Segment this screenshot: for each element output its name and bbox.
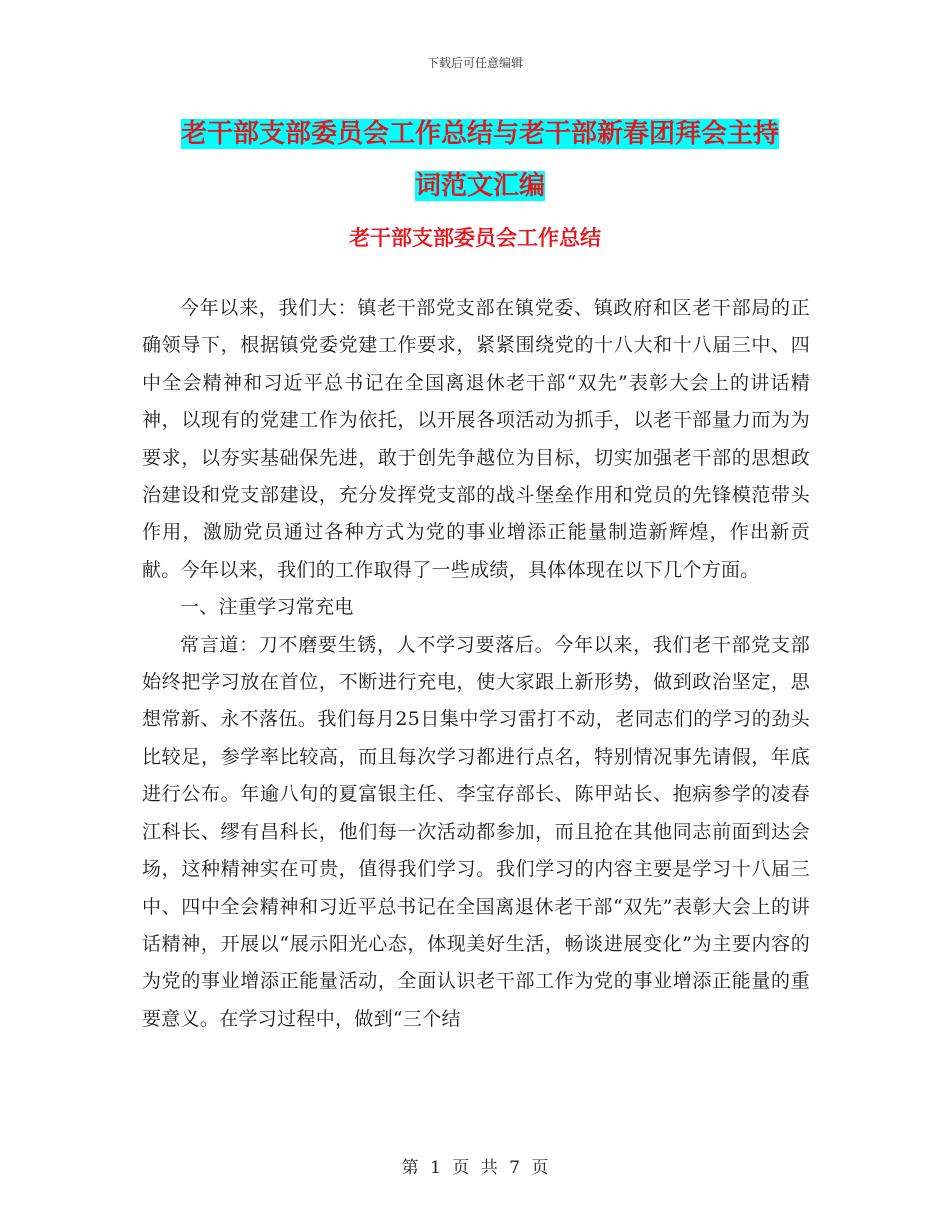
document-body [142, 290, 810, 1038]
document-title [140, 108, 820, 212]
document-title-line-1: 老干部支部委员会工作总结与老干部新春团拜会主持 [180, 119, 779, 149]
section-title: 老干部支部委员会工作总结 [349, 226, 601, 250]
paragraph-study: 常言道：刀不磨要生锈，人不学习要落后。今年以来，我们老干部党支部始终把学习放在首位，不断进行充电，使大家跟上新形势，做到政治坚定，思想常新、永不落伍。我们每月25日集中学习雷打不动，老同志们的学习的劲头比较足，参学率比较高，而且每次学习都进行点名，特别情况事先请假，年底进行公布。年逾八旬的夏富银主任、李宝存部长、陈甲站长、抱病参学的凌春江科长、缪有昌科长，他们每一次活动都参加，而且抢在其他同志前面到达会场，这种精神实在可贵，值得我们学习。我们学习的内容主要是学习十八届三中、四中全会精神和习近平总书记在全国离退休老干部“双先”表彰大会上的讲话精神，开展以“展示阳光心态，体现美好生活，畅谈进展变化”为主要内容的为党的事业增添正能量活动，全面认识老干部工作为党的事业增添正能量的重要意义。在学习过程中，做到“三个结 [142, 633, 810, 1030]
header-note: 下载后可任意编辑 [426, 56, 523, 70]
paragraph-intro: 今年以来，我们大：镇老干部党支部在镇党委、镇政府和区老干部局的正确领导下，根据镇党委党建工作要求，紧紧围绕党的十八大和十八届三中、四中全会精神和习近平总书记在全国离退休老干部“双先”表彰大会上的讲话精神，以现有的党建工作为依托，以开展各项活动为抓手，以老干部量力而为为要求，以夯实基础保先进，敢于创先争越位为目标，切实加强老干部的思想政治建设和党支部建设，充分发挥党支部的战斗堡垒作用和党员的先锋模范带头作用，激励党员通过各种方式为党的事业增添正能量制造新辉煌，作出新贡献。今年以来，我们的工作取得了一些成绩，具体体现在以下几个方面。 [142, 297, 810, 581]
document-title-line-2: 词范文汇编 [414, 171, 545, 201]
paragraph-heading-1: 一、注重学习常充电 [180, 596, 354, 619]
page-footer: 第 1 页 共 7 页 [401, 1158, 549, 1178]
